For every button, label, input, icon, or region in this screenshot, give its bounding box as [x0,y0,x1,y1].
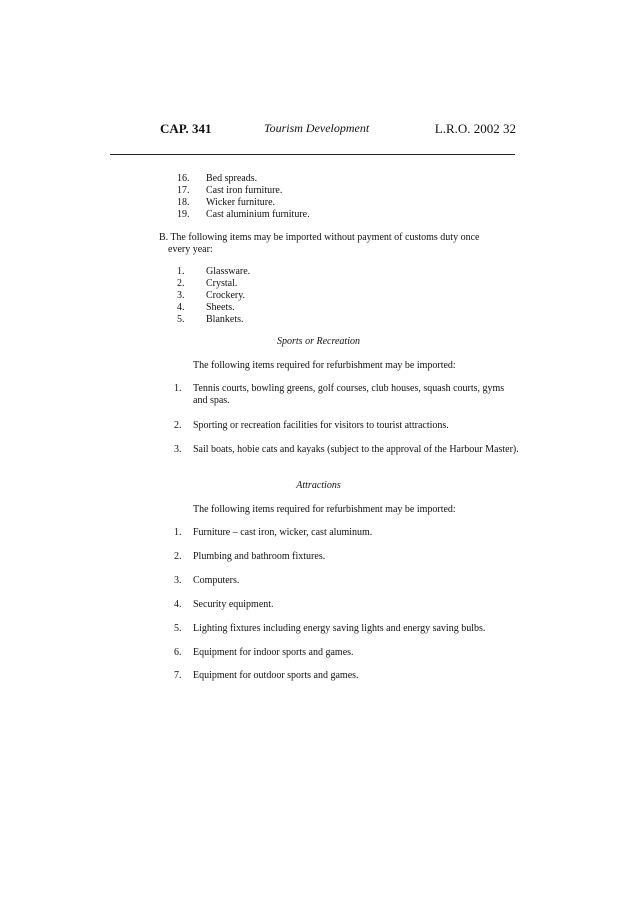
section-b-paragraph [159,232,519,256]
attractions-item: 7. Equipment for outdoor sports and games. [174,670,359,681]
attractions-intro: The following items required for refurbishment may be imported: [193,504,456,515]
list-item: 2. Crystal. [177,278,238,289]
list-item: 17. Cast iron furniture. [177,185,283,196]
sports-item: 3. Sail boats, hobie cats and kayaks (subject to the approval of the Harbour Master). [174,444,519,455]
page-header [160,121,516,141]
chapter-number: CAP. 341 [160,121,212,136]
lro-page-number: L.R.O. 2002 32 [434,121,516,136]
sports-item: 1. Tennis courts, bowling greens, golf courses, club houses, squash courts, gyms and spas. [174,383,505,406]
list-item: 16. Bed spreads. [177,173,258,184]
attractions-item: 6. Equipment for indoor sports and games. [174,647,354,658]
list-a [177,173,310,221]
attractions-item: 2. Plumbing and bathroom fixtures. [174,551,326,562]
list-item: 18. Wicker furniture. [177,197,276,208]
attractions-item: 5. Lighting fixtures including energy saving lights and energy saving bulbs. [174,623,486,634]
attractions-item: 1. Furniture – cast iron, wicker, cast aluminum. [174,527,373,538]
list-item: 1. Glassware. [177,266,251,277]
section-b-text-1: The following items may be imported without payment of customs duty once [170,232,480,243]
chapter-title: Tourism Development [264,121,370,135]
list-b [177,266,250,326]
sports-intro: The following items required for refurbishment may be imported: [193,360,456,371]
attractions-item: 4. Security equipment. [174,599,274,610]
sports-heading: Sports or Recreation [277,336,360,347]
sports-item: 2. Sporting or recreation facilities for visitors to tourist attractions. [174,420,449,431]
list-item: 4. Sheets. [177,302,235,313]
header-divider [110,154,515,155]
section-b-label: B. [159,232,169,243]
list-item: 19. Cast aluminium furniture. [177,209,310,220]
list-item: 5. Blankets. [177,314,244,325]
attractions-heading: Attractions [296,480,341,491]
attractions-item: 3. Computers. [174,575,240,586]
list-item: 3. Crockery. [177,290,246,301]
section-b-text-2: every year: [168,244,213,255]
